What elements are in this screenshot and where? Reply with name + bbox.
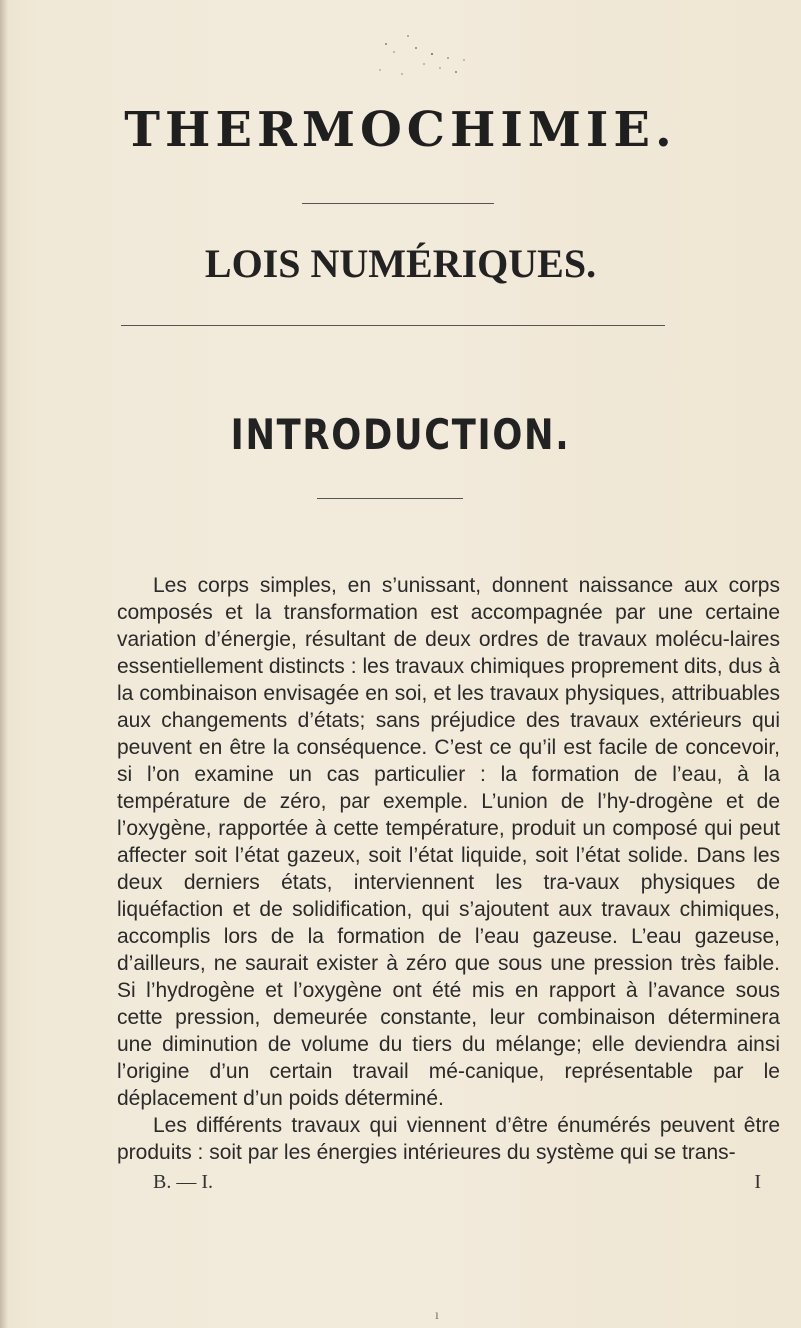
page-number: I <box>754 1171 761 1193</box>
section-title: INTRODUCTION. <box>230 410 571 459</box>
title-divider <box>302 203 494 204</box>
stray-ink-mark: ı <box>435 1308 439 1323</box>
subtitle-divider <box>121 325 665 326</box>
signature-mark: B. — I. <box>153 1171 213 1193</box>
paper-speckle-marks <box>366 24 476 94</box>
section-divider <box>317 498 463 499</box>
paragraph: Les corps simples, en s’unissant, donnent naissance aux corps composés et la transformation est accompagnée par une certaine variation d’énergie, résultant de deux ordres de travaux molécu-laires essentiellement distincts : les travaux chimiques proprement dits, dus à la combinaison envisagée en soi, et les travaux physiques, attribuables aux changements d’états; sans préjudice des travaux extérieurs qui peuvent en être la conséquence. C’est ce qu’il est facile de concevoir, si l’on examine un cas particulier : la formation de l’eau, à la température de zéro, par exemple. L’union de l’hy-drogène et de l’oxygène, rapportée à cette température, produit un composé qui peut affecter soit l’état gazeux, soit l’état liquide, soit l’état solide. Dans les deux derniers états, interviennent les tra-vaux physiques de liquéfaction et de solidification, qui s’ajoutent aux travaux chimiques, accomplis lors de la formation de l’eau gazeuse. L’eau gazeuse, d’ailleurs, ne saurait exister à zéro que sous une pression très faible. Si l’hydrogène et l’oxygène ont été mis en rapport à l’avance sous cette pression, demeurée constante, leur combinaison déterminera une diminution de volume du tiers du mélange; elle deviendra ainsi l’origine d’un certain travail mé-canique, représentable par le déplacement d’un poids déterminé. <box>117 574 780 1110</box>
paragraph: Les différents travaux qui viennent d’être énumérés peuvent être produits : soit par les énergies intérieures du système qui se trans- <box>117 1114 780 1164</box>
page-edge-shadow <box>0 0 8 1328</box>
document-subtitle: LOIS NUMÉRIQUES. <box>204 241 597 286</box>
body-text <box>117 572 780 1166</box>
document-title: THERMOCHIMIE. <box>124 102 677 158</box>
